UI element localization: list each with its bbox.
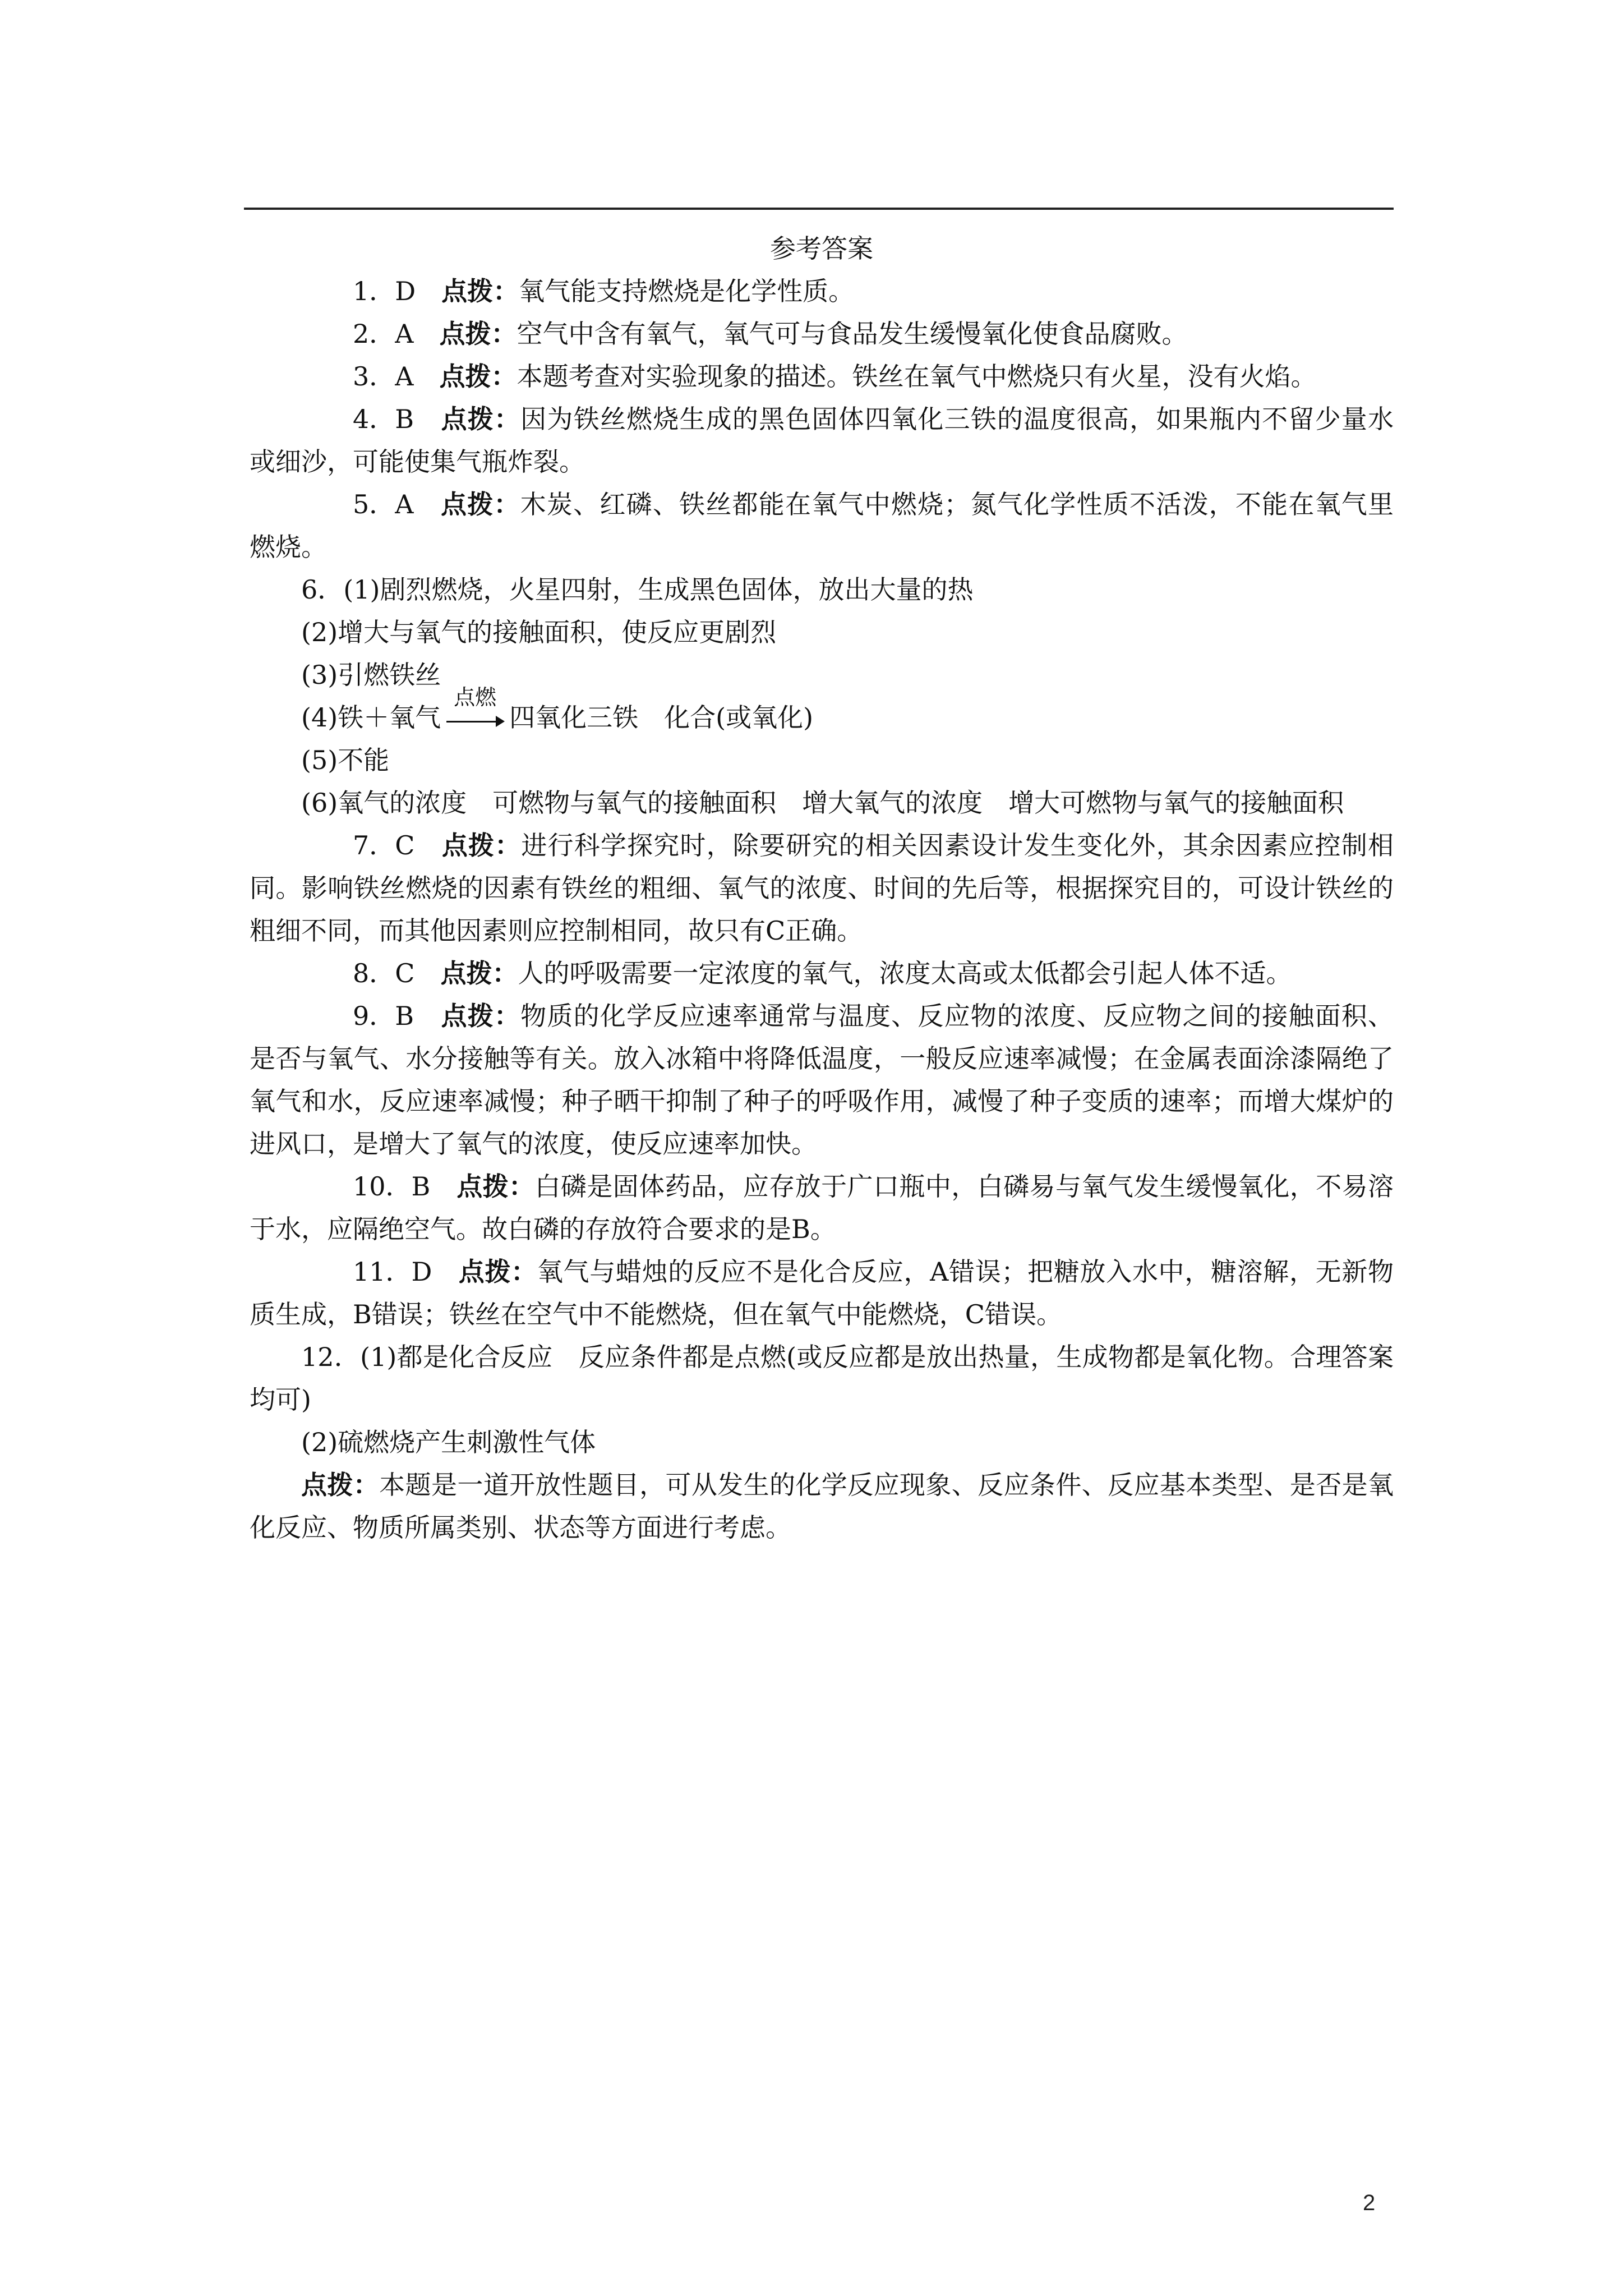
hint-label: 点拨：	[301, 1470, 380, 1500]
answer-text: 本题考查对实验现象的描述。铁丝在氧气中燃烧只有火星，没有火焰。	[517, 361, 1317, 392]
answer-number: 6．	[301, 574, 344, 605]
answer-2	[250, 312, 1394, 355]
answer-11	[250, 1250, 1394, 1336]
hint-label: 点拨：	[440, 958, 518, 988]
reaction-arrow	[444, 685, 506, 739]
hint-label: 点拨：	[439, 319, 517, 349]
equation-products: 四氧化三铁 化合(或氧化)	[509, 702, 814, 733]
answer-text: 白磷是固体药品，应存放于广口瓶中，白磷易与氧气发生缓慢氧化，不易溶于水，应隔绝空气。故白磷的存放符合要求的是B。	[250, 1171, 1394, 1244]
answer-6-equation	[250, 685, 1394, 739]
answer-text: 本题是一道开放性题目，可从发生的化学反应现象、反应条件、反应基本类型、是否是氧化反应、物质所属类别、状态等方面进行考虑。	[250, 1470, 1394, 1543]
equation-reactants: (4)铁＋氧气	[301, 702, 441, 733]
hint-label: 点拨：	[457, 1171, 535, 1202]
answer-number: 4．B	[353, 404, 414, 434]
arrow-line	[446, 721, 498, 723]
answer-number: 1．D	[353, 276, 416, 306]
answer-6-part-2: (2)增大与氧气的接触面积，使反应更剧烈	[301, 617, 777, 647]
answer-text: (1)剧烈燃烧，火星四射，生成黑色固体，放出大量的热	[343, 574, 974, 605]
answer-6-part-3: (3)引燃铁丝	[301, 660, 441, 690]
answer-number: 8．C	[353, 958, 415, 988]
answer-9	[250, 995, 1394, 1165]
answer-number: 11．D	[353, 1257, 432, 1287]
answer-text: 木炭、红磷、铁丝都能在氧气中燃烧；氮气化学性质不活泼，不能在氧气里燃烧。	[250, 489, 1394, 562]
hint-label: 点拨：	[441, 1001, 521, 1031]
hint-label: 点拨：	[441, 276, 519, 306]
answer-6-part-6: (6)氧气的浓度 可燃物与氧气的接触面积 增大氧气的浓度 增大可燃物与氧气的接触面积	[301, 788, 1344, 818]
answer-5	[250, 483, 1394, 568]
page-number: 2	[1363, 2191, 1376, 2215]
hint-label: 点拨：	[441, 404, 521, 434]
answer-6-part-5: (5)不能	[301, 745, 390, 775]
answer-text: 氧气与蜡烛的反应不是化合反应，A错误；把糖放入水中，糖溶解，无新物质生成，B错误；铁丝在空气中不能燃烧，但在氧气中能燃烧，C错误。	[250, 1257, 1394, 1329]
answer-12-part-1	[250, 1336, 1394, 1421]
answer-12-part-2: (2)硫燃烧产生刺激性气体	[301, 1427, 596, 1457]
answer-text: 氧气能支持燃烧是化学性质。	[519, 276, 855, 306]
answer-text: 人的呼吸需要一定浓度的氧气，浓度太高或太低都会引起人体不适。	[518, 958, 1292, 988]
answer-10	[250, 1165, 1394, 1250]
answer-text: (1)都是化合反应 反应条件都是点燃(或反应都是放出热量，生成物都是氧化物。合理答案均可)	[250, 1342, 1394, 1415]
answer-number: 3．A	[353, 361, 414, 392]
reaction-condition: 点燃	[454, 685, 497, 710]
hint-label: 点拨：	[439, 361, 517, 392]
answer-4	[250, 398, 1394, 483]
answer-number: 7．C	[353, 830, 415, 861]
answer-text: 因为铁丝燃烧生成的黑色固体四氧化三铁的温度很高，如果瓶内不留少量水或细沙，可能使集气瓶炸裂。	[250, 404, 1394, 477]
answer-text: 物质的化学反应速率通常与温度、反应物的浓度、反应物之间的接触面积、是否与氧气、水分接触等有关。放入冰箱中将降低温度，一般反应速率减慢；在金属表面涂漆隔绝了氧气和水，反应速率减慢；种子晒干抑制了种子的呼吸作用，减慢了种子变质的速率；而增大煤炉的进风口，是增大了氧气的浓度，使反应速率加快。	[250, 1001, 1394, 1159]
hint-label: 点拨：	[440, 489, 520, 519]
answer-12-hint	[250, 1464, 1394, 1549]
doc-title: 参考答案	[770, 233, 873, 264]
answer-text: 进行科学探究时，除要研究的相关因素设计发生变化外，其余因素应控制相同。影响铁丝燃烧的因素有铁丝的粗细、氧气的浓度、时间的先后等，根据探究目的，可设计铁丝的粗细不同，而其他因素则应控制相同，故只有C正确。	[250, 830, 1394, 946]
answer-number: 12．	[301, 1342, 361, 1372]
hint-label: 点拨：	[441, 830, 522, 861]
answer-content	[250, 227, 1394, 1549]
answer-3	[250, 355, 1394, 398]
answer-number: 2．A	[353, 319, 414, 349]
answer-7	[250, 824, 1394, 952]
answer-number: 9．B	[353, 1001, 414, 1031]
answer-number: 5．A	[353, 489, 414, 519]
header-rule	[244, 208, 1394, 210]
answer-text: 空气中含有氧气，氧气可与食品发生缓慢氧化使食品腐败。	[517, 319, 1188, 349]
answer-8	[250, 952, 1394, 995]
answer-6-part-1	[250, 568, 1394, 611]
arrow-head-icon	[496, 716, 505, 727]
answer-number: 10．B	[353, 1171, 431, 1202]
hint-label: 点拨：	[458, 1257, 537, 1287]
answer-1	[250, 270, 1394, 312]
